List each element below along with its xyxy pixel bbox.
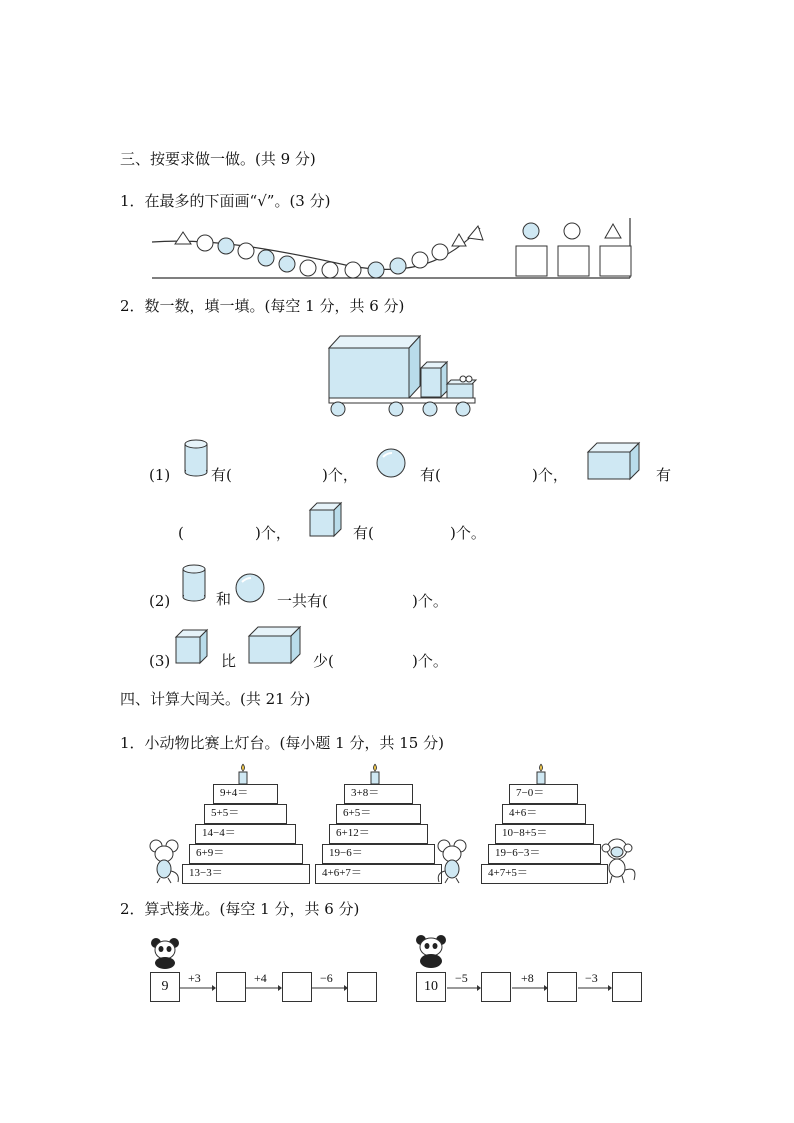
tower1-step-4[interactable]: 6+9＝ bbox=[189, 844, 303, 864]
tower2-step-4[interactable]: 19−6＝ bbox=[322, 844, 435, 864]
arrow-icon bbox=[180, 984, 216, 992]
sub1-label: (1) bbox=[149, 466, 171, 484]
arrow-icon bbox=[578, 984, 612, 992]
cube-icon bbox=[309, 502, 345, 538]
panda-icon bbox=[150, 937, 180, 969]
candle-icon bbox=[533, 763, 549, 785]
chain2-op-2: +8 bbox=[521, 971, 534, 985]
question-4-2: 2．算式接龙。(每空 1 分，共 6 分) bbox=[120, 900, 360, 918]
bead-string-figure bbox=[150, 218, 640, 283]
tower2-step-3[interactable]: 6+12＝ bbox=[329, 824, 428, 844]
question-3-2: 2．数一数，填一填。(每空 1 分，共 6 分) bbox=[120, 297, 405, 315]
cylinder-icon bbox=[183, 438, 209, 478]
candle-icon bbox=[367, 763, 383, 785]
chain1-start: 9 bbox=[150, 972, 180, 1002]
tower3-step-5[interactable]: 4+7+5＝ bbox=[481, 864, 608, 884]
chain2-blank-2[interactable] bbox=[547, 972, 577, 1002]
sphere-icon bbox=[375, 447, 407, 479]
chain2-blank-1[interactable] bbox=[481, 972, 511, 1002]
tower2-step-5[interactable]: 4+6+7＝ bbox=[315, 864, 442, 884]
chain1-blank-2[interactable] bbox=[282, 972, 312, 1002]
cube-icon bbox=[175, 629, 211, 665]
ge-comma-2: )个， bbox=[532, 466, 568, 484]
sub3-label: (3) bbox=[149, 652, 171, 670]
sub2-label: (2) bbox=[149, 592, 171, 610]
open-paren-3: ( bbox=[178, 524, 184, 542]
chain1-op-1: +3 bbox=[188, 971, 201, 985]
tower1-step-5[interactable]: 13−3＝ bbox=[182, 864, 310, 884]
he-text: 和 bbox=[216, 590, 232, 608]
ge-end-6: )个。 bbox=[412, 652, 448, 670]
monkey-icon bbox=[600, 836, 640, 884]
tower1-step-3[interactable]: 14−4＝ bbox=[195, 824, 296, 844]
arrow-icon bbox=[312, 984, 348, 992]
cuboid-icon bbox=[587, 442, 643, 482]
section3-title: 三、按要求做一做。(共 9 分) bbox=[120, 150, 316, 168]
cylinder-icon bbox=[181, 563, 207, 603]
you-open-1: 有( bbox=[211, 466, 232, 484]
ge-end-5: )个。 bbox=[412, 592, 448, 610]
tower1-step-2[interactable]: 5+5＝ bbox=[204, 804, 287, 824]
tower3-step-3[interactable]: 10−8+5＝ bbox=[495, 824, 594, 844]
arrow-icon bbox=[246, 984, 282, 992]
tower2-step-2[interactable]: 6+5＝ bbox=[336, 804, 421, 824]
tower3-step-1[interactable]: 7−0＝ bbox=[509, 784, 578, 804]
sphere-icon bbox=[234, 572, 266, 604]
bi-text: 比 bbox=[221, 652, 237, 670]
mouse-icon bbox=[436, 838, 470, 884]
tower3-step-4[interactable]: 19−6−3＝ bbox=[488, 844, 601, 864]
chain2-blank-3[interactable] bbox=[612, 972, 642, 1002]
mouse-icon bbox=[148, 838, 182, 884]
candle-icon bbox=[235, 763, 251, 785]
arrow-icon bbox=[512, 984, 548, 992]
cuboid-icon bbox=[248, 626, 304, 666]
chain2-start: 10 bbox=[416, 972, 446, 1002]
truck-figure bbox=[326, 334, 486, 419]
chain1-blank-3[interactable] bbox=[347, 972, 377, 1002]
question-4-1: 1．小动物比赛上灯台。(每小题 1 分，共 15 分) bbox=[120, 734, 444, 752]
tower3-step-2[interactable]: 4+6＝ bbox=[502, 804, 586, 824]
yigongyou-text: 一共有( bbox=[277, 592, 328, 610]
ge-comma-1: )个， bbox=[322, 466, 358, 484]
chain2-op-1: −5 bbox=[455, 971, 468, 985]
chain2-op-3: −3 bbox=[585, 971, 598, 985]
tower1-step-1[interactable]: 9+4＝ bbox=[213, 784, 278, 804]
arrow-icon bbox=[447, 984, 481, 992]
section4-title: 四、计算大闯关。(共 21 分) bbox=[120, 690, 311, 708]
question-3-1: 1．在最多的下面画“√”。(3 分) bbox=[120, 192, 331, 210]
shao-text: 少( bbox=[313, 652, 334, 670]
you-open-2: 有( bbox=[420, 466, 441, 484]
ge-end-4: )个。 bbox=[450, 524, 486, 542]
chain1-op-2: +4 bbox=[254, 971, 267, 985]
ge-comma-3: )个， bbox=[255, 524, 291, 542]
you-3: 有 bbox=[656, 466, 672, 484]
chain1-op-3: −6 bbox=[320, 971, 333, 985]
panda-icon bbox=[415, 934, 449, 970]
chain1-blank-1[interactable] bbox=[216, 972, 246, 1002]
tower2-step-1[interactable]: 3+8＝ bbox=[344, 784, 413, 804]
you-open-4: 有( bbox=[353, 524, 374, 542]
